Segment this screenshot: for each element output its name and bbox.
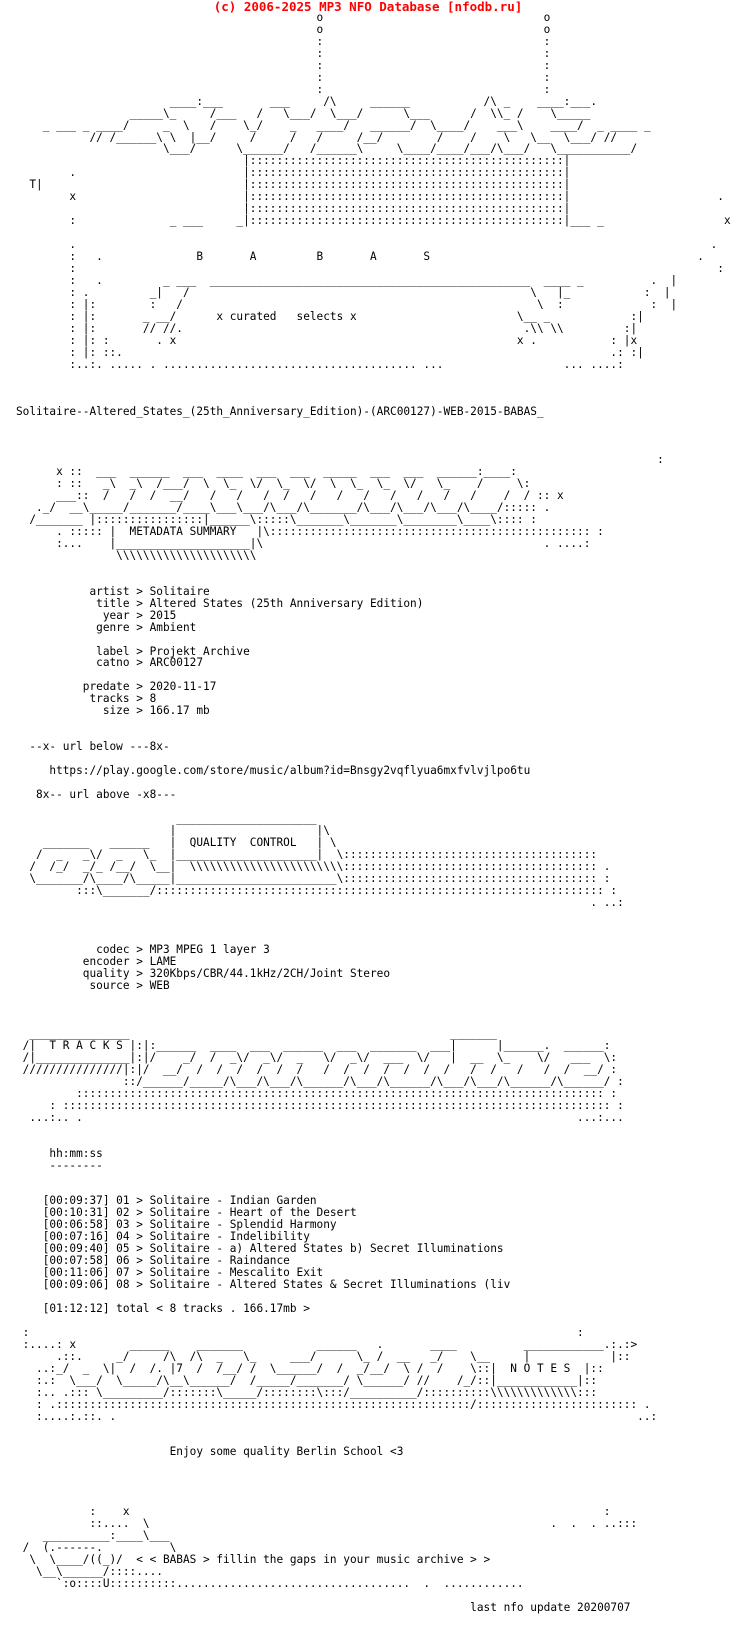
nfo-line: : |: // //. .\\ \\ :| <box>16 321 638 335</box>
nfo-line: codec > MP3 MPEG 1 layer 3 <box>16 943 270 957</box>
nfo-line: : : <box>16 34 551 48</box>
nfo-line: :....:.::. . ..: <box>16 1409 658 1423</box>
nfo-line: .::. _/ /\ /\ _ \_ ___/ \_ / __ _/ \__ | |:: <box>16 1349 631 1363</box>
nfo-line: o o <box>16 11 551 24</box>
nfo-line: : .::::::::::::::::::::::::::::::::::::::::::::::::::::::::::::::/:::::::::::::::::::::::: . <box>16 1397 651 1411</box>
nfo-line: _____\_ /___ / \___/ \___/ \___ / \\_ / \_____ <box>16 106 591 120</box>
nfo-line: : . _ ___ ________________________________________________ ____ _ . | <box>16 273 678 287</box>
nfo-line: last nfo update 20200707 <box>16 1600 631 1614</box>
nfo-line: _______________ _______ <box>16 1027 497 1041</box>
nfo-line: . . <box>16 238 718 252</box>
nfo-line: 8x-- url above -x8--- <box>16 787 177 801</box>
nfo-line: size > 166.17 mb <box>16 704 210 718</box>
nfo-line: \ \____/((_)/ < < BABAS > fillin the gaps in your music archive > > <box>16 1552 491 1566</box>
nfo-line: :..:. ..... . ...................................... ... ... ....: <box>16 357 624 371</box>
nfo-line: ::/______/_____/\___/\___/\______/\___/\______/\___/\___/\______/\______/ : <box>16 1074 624 1088</box>
nfo-line: : . _| / \ |_ : | <box>16 285 671 299</box>
nfo-line: : |: : . x x . : |x <box>16 333 638 347</box>
nfo-line: | |\ <box>16 823 330 837</box>
nfo-line: [00:09:40] 05 > Solitaire - a) Altered States b) Secret Illuminations <box>16 1242 504 1256</box>
nfo-line: x :: ___ ______ ___ ____ ___ ___ _____ ___ ___ ______:____: <box>16 465 517 479</box>
nfo-line: : x : <box>16 1505 611 1519</box>
nfo-line: : : <box>16 70 551 84</box>
nfo-line: -------- <box>16 1158 103 1172</box>
nfo-line: |:::::::::::::::::::::::::::::::::::::::::::::::| <box>16 202 571 216</box>
nfo-line: : |: : / \ : : | <box>16 297 678 311</box>
nfo-line: : <box>16 453 664 467</box>
nfo-line: :.: \___/ \_____/\__\______/ /_____/_______/ \______/ // /_/::|____________|:: <box>16 1373 598 1387</box>
nfo-line: genre > Ambient <box>16 620 197 634</box>
nfo-line: : |: ::. .: :| <box>16 345 644 359</box>
nfo-line: ____:___ ___ /\ ______ /\ _ ____:___. <box>16 94 598 108</box>
nfo-line: : : <box>16 1325 584 1339</box>
nfo-line: tracks > 8 <box>16 692 157 706</box>
nfo-line: \_______/\____/\_____|________________________\:::::::::::::::::::::::::::::::::::::: : <box>16 871 611 885</box>
nfo-line: |:::::::::::::::::::::::::::::::::::::::::::::::| <box>16 154 571 168</box>
nfo-line: T| |:::::::::::::::::::::::::::::::::::::::::::::::| <box>16 178 571 192</box>
nfo-line: quality > 320Kbps/CBR/44.1kHz/2CH/Joint Stereo <box>16 967 391 981</box>
nfo-line: encoder > LAME <box>16 955 177 969</box>
nfo-line: `:o::::U::::::::::................................... . ............ <box>16 1576 524 1590</box>
nfo-line: https://play.google.com/store/music/album?id=Bnsgy2vqflyua6mxfvlvjlpo6tu <box>16 764 531 778</box>
nfo-line: year > 2015 <box>16 608 177 622</box>
site-copyright-header: (c) 2006-2025 MP3 NFO Database [nfodb.ru] <box>213 0 523 14</box>
nfo-line: / /_/ _/_ /__/ \__| \\\\\\\\\\\\\\\\\\\\\\\:::::::::::::::::::::::::::::::::::::: . <box>16 859 611 873</box>
nfo-line: /| T R A C K S |:|:______ ____ ___ ______ ___ _______ ___| |______. ______: <box>16 1038 611 1052</box>
nfo-line: : : <box>16 58 551 72</box>
nfo-line: / _ _\/ _ \_ |_____________________| \:::::::::::::::::::::::::::::::::::::: <box>16 847 598 861</box>
nfo-line: [01:12:12] total < 8 tracks . 166.17mb > <box>16 1301 310 1315</box>
nfo-line: : : <box>16 46 551 60</box>
nfo-line: [00:07:16] 04 > Solitaire - Indelibility <box>16 1230 310 1244</box>
nfo-ascii-document <box>16 12 731 1614</box>
nfo-line: Enjoy some quality Berlin School <3 <box>16 1445 404 1459</box>
nfo-line: . ..: <box>16 895 624 909</box>
nfo-line: . |:::::::::::::::::::::::::::::::::::::::::::::::| <box>16 166 571 180</box>
nfo-line: ___:: / / / __/ / / / / / / / / / / / / / :: x <box>16 489 564 503</box>
nfo-line: ///////////////|:|/ __/ / / / / / / / / / / / / / / / / / / __/ : <box>16 1062 618 1076</box>
nfo-line: Solitaire--Altered_States_(25th_Anniversary_Edition)-(ARC00127)-WEB-2015-BABAS_ <box>16 405 544 419</box>
nfo-line: _______ ______ | QUALITY CONTROL | \ <box>16 835 337 849</box>
nfo-line: [00:09:06] 08 > Solitaire - Altered States & Secret Illuminations (liv <box>16 1278 511 1292</box>
nfo-line: hh:mm:ss <box>16 1146 103 1160</box>
nfo-line: : . B A B A S . <box>16 250 704 264</box>
nfo-line: : _ ___ _|:::::::::::::::::::::::::::::::::::::::::::::::|___ _ x <box>16 214 731 228</box>
nfo-line: : :::::::::::::::::::::::::::::::::::::::::::::::::::::::::::::::::::::::::::::::::: : <box>16 1098 624 1112</box>
nfo-line: :.. .::: \_________/:::::::\_____/::::::::\:::/__________/::::::::::\\\\\\\\\\\\\::: <box>16 1385 598 1399</box>
nfo-line: [00:10:31] 02 > Solitaire - Heart of the Desert <box>16 1206 357 1220</box>
nfo-line: : : <box>16 82 551 96</box>
nfo-line: catno > ARC00127 <box>16 656 204 670</box>
nfo-line: . ::::: | METADATA SUMMARY |\:::::::::::::::::::::::::::::::::::::::::::::::: : <box>16 524 604 538</box>
nfo-line: /|______________|:|/ _/ / _\/ _\/ _ \/ _\/ ___ \/ | __ \_ \/ ___ \: <box>16 1050 618 1064</box>
nfo-line: ...:.. . ...:... <box>16 1110 624 1124</box>
nfo-line: source > WEB <box>16 979 170 993</box>
nfo-line: :....: x ______ _______ ______ . ____ ____________.:.:> <box>16 1337 638 1351</box>
nfo-line: _____________________ <box>16 811 317 825</box>
nfo-line: [00:07:58] 06 > Solitaire - Raindance <box>16 1254 290 1268</box>
nfo-line: / (.------. \ <box>16 1541 177 1554</box>
nfo-line: [00:06:58] 03 > Solitaire - Splendid Harmony <box>16 1218 337 1232</box>
nfo-line: ..:_/ _ \| / /. |7 / /__/ / \______/ / _/__/ \ / / \::| N O T E S |:: <box>16 1361 604 1375</box>
nfo-line: \___/ \______/ /______\ \____/____/___/\___/ \___________/ <box>16 142 638 156</box>
nfo-line: :::\_______/::::::::::::::::::::::::::::::::::::::::::::::::::::::::::::::::::: : <box>16 883 618 897</box>
nfo-line: : :: _\ _\ /___/ \ \_ \/ \_ \/ \ \_ \_ \/ \_ / \: <box>16 477 531 491</box>
nfo-line: o o <box>16 22 551 36</box>
nfo-line: /_______ |::::::::::::::::|______\:::::\_______\_______\________\____\:::: : <box>16 513 537 527</box>
nfo-line: ._/ __\_____/_______/____\___\___/\___/\_______/\___/\___/\___/\____/::::: . <box>16 501 551 515</box>
nfo-line: // /______\ \ |__/ / / / /__/ / / \ \__ \___/ // <box>16 130 618 144</box>
nfo-line: label > Projekt Archive <box>16 644 250 658</box>
nfo-line: [00:09:37] 01 > Solitaire - Indian Garden <box>16 1194 317 1208</box>
nfo-line: [00:11:06] 07 > Solitaire - Mescalito Exit <box>16 1266 324 1280</box>
nfo-line: predate > 2020-11-17 <box>16 680 217 694</box>
nfo-line: __________:____\___ <box>16 1529 170 1543</box>
nfo-line: x |:::::::::::::::::::::::::::::::::::::::::::::::| . <box>16 190 724 204</box>
nfo-line: ::.... \ . . . ..::: <box>16 1517 638 1531</box>
nfo-line: ::::::::::::::::::::::::::::::::::::::::::::::::::::::::::::::::::::::::::::::: : <box>16 1086 618 1100</box>
nfo-line: :... |____________________|\ . ....: <box>16 536 591 550</box>
nfo-line: \\\\\\\\\\\\\\\\\\\\\ <box>16 548 257 562</box>
nfo-line: _ ___ _ ____/ _ \ / \_/ _ ____/ ______/ \____/ ___\ ____/ _ ____ _ <box>16 118 651 132</box>
nfo-line: : |: _ __/ x curated selects x \__ _ :| <box>16 309 644 323</box>
nfo-line: artist > Solitaire <box>16 584 210 598</box>
nfo-line: : : <box>16 262 724 276</box>
nfo-line: \__\______/::::.... <box>16 1564 163 1578</box>
nfo-line: --x- url below ---8x- <box>16 740 170 754</box>
nfo-line: title > Altered States (25th Anniversary Edition) <box>16 596 424 610</box>
